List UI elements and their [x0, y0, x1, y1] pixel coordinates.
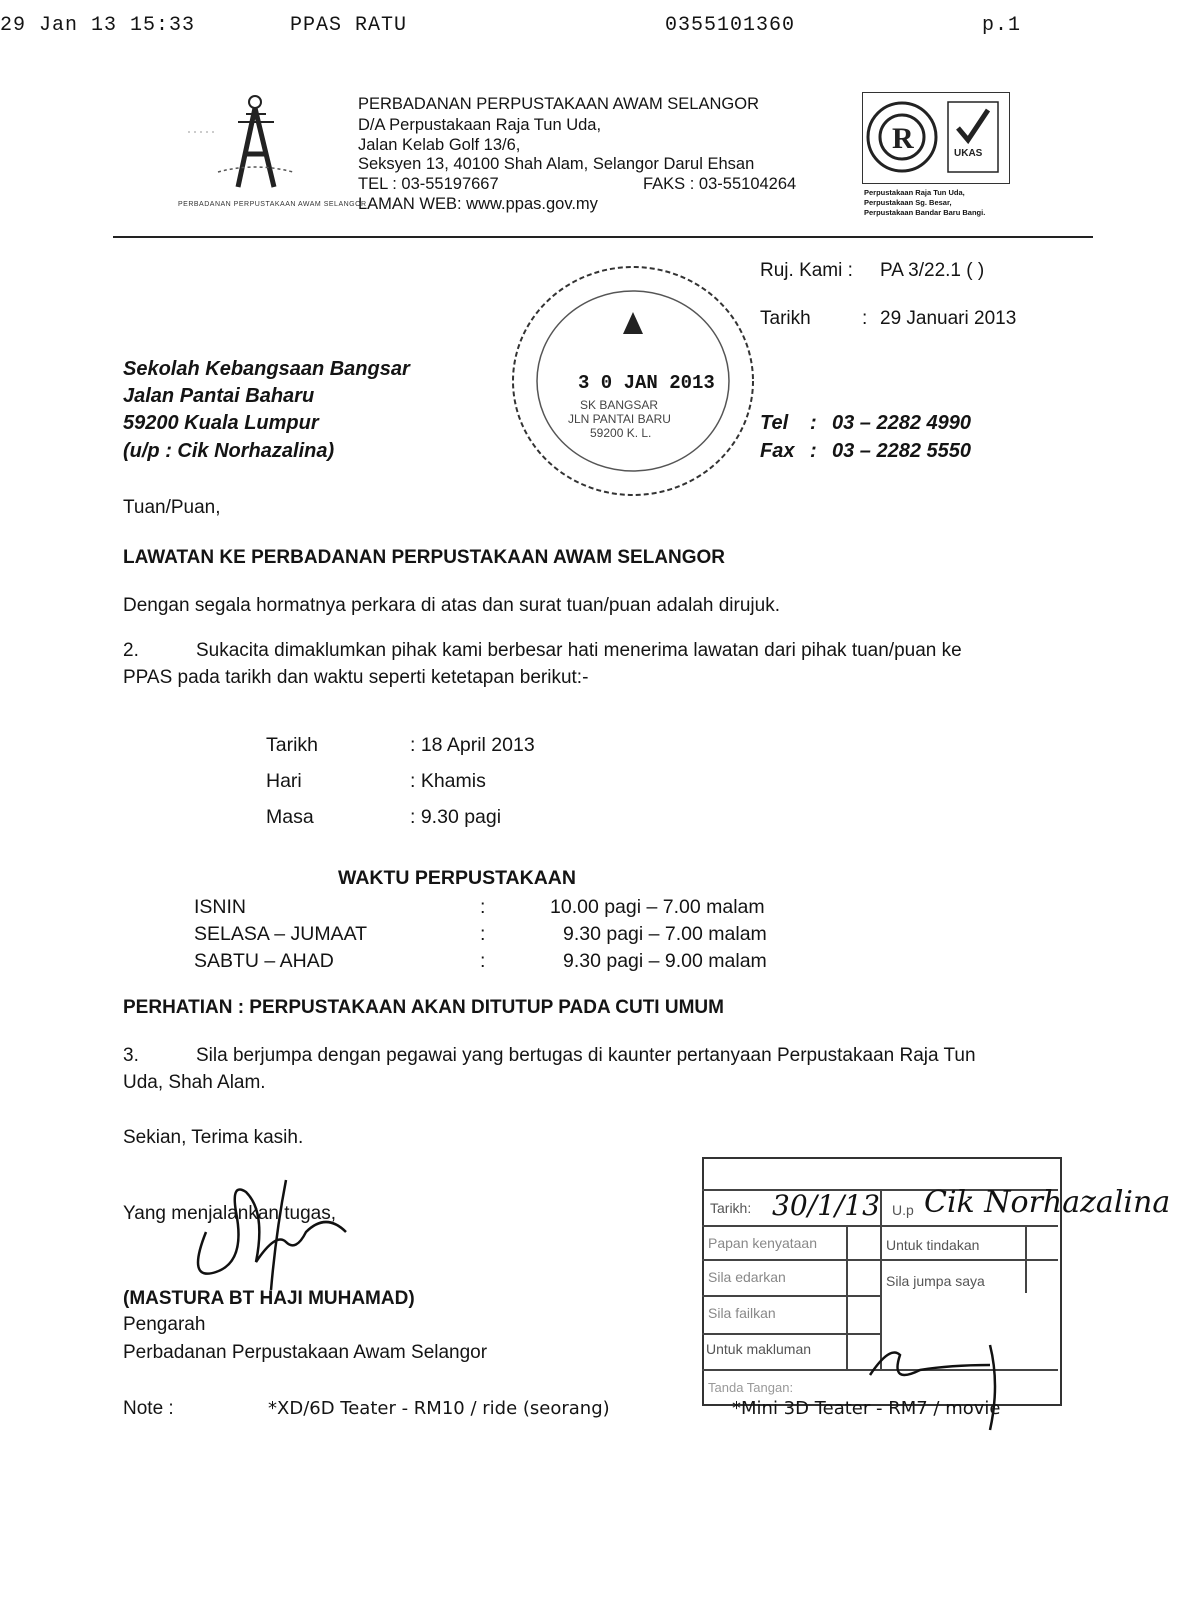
- fax-number: 0355101360: [665, 14, 796, 37]
- address-line-3: Seksyen 13, 40100 Shah Alam, Selangor Darul Ehsan: [358, 155, 755, 173]
- note-item-2: *Mini 3D Teater - RM7 / movie: [732, 1398, 1001, 1419]
- routing-up-label: U.p: [892, 1202, 914, 1218]
- address-line-2: Jalan Kelab Golf 13/6,: [358, 136, 521, 154]
- stamp-line-3: 59200 K. L.: [590, 426, 652, 440]
- date-colon: :: [862, 308, 868, 329]
- visit-time-value: : 9.30 pagi: [410, 806, 502, 828]
- yang-menjalankan-tugas: Yang menjalankan tugas,: [123, 1203, 337, 1224]
- closing: Sekian, Terima kasih.: [123, 1127, 304, 1148]
- director-signature: [176, 1172, 376, 1292]
- recipient-line-2: Jalan Pantai Baharu: [123, 385, 315, 407]
- recipient-fax-value: 03 – 2282 5550: [832, 440, 972, 462]
- cert-text-1: Perpustakaan Raja Tun Uda,: [864, 188, 965, 197]
- svg-text:UKAS: UKAS: [954, 148, 983, 159]
- signatory-org: Perbadanan Perpustakaan Awam Selangor: [123, 1342, 488, 1363]
- hours-title: WAKTU PERPUSTAKAAN: [338, 867, 576, 889]
- salutation: Tuan/Puan,: [123, 497, 221, 518]
- hours-day-2: SELASA – JUMAAT: [194, 923, 368, 945]
- visit-date-value: : 18 April 2013: [410, 734, 535, 756]
- certification-badges: [862, 92, 1012, 224]
- quality-mark-icon: [862, 92, 1008, 182]
- fax-datetime: 29 Jan 13 15:33: [0, 14, 196, 37]
- recipient-line-3: 59200 Kuala Lumpur: [123, 412, 319, 434]
- recipient-tel-colon: :: [810, 412, 817, 434]
- signatory-name: (MASTURA BT HAJI MUHAMAD): [123, 1288, 415, 1309]
- cert-text-3: Perpustakaan Bandar Baru Bangi.: [864, 208, 986, 217]
- ref-label: Ruj. Kami :: [760, 260, 853, 281]
- hours-sep-3: :: [480, 950, 486, 972]
- received-stamp: [508, 262, 758, 500]
- signatory-title: Pengarah: [123, 1314, 206, 1335]
- hours-sep-1: :: [480, 896, 486, 918]
- routing-row-3-left: Sila failkan: [708, 1305, 776, 1321]
- routing-row-1-right: Untuk tindakan: [886, 1237, 980, 1253]
- routing-stamp: [700, 1155, 1171, 1415]
- hours-time-1: 10.00 pagi – 7.00 malam: [550, 896, 765, 918]
- routing-date-label: Tarikh:: [710, 1200, 752, 1216]
- recipient-tel-value: 03 – 2282 4990: [832, 412, 972, 434]
- paragraph-2-number: 2.: [123, 640, 139, 661]
- note-label: Note :: [123, 1398, 174, 1419]
- routing-row-2-right: Sila jumpa saya: [886, 1273, 985, 1289]
- recipient-line-1: Sekolah Kebangsaan Bangsar: [123, 358, 410, 380]
- visit-time-label: Masa: [266, 806, 314, 828]
- routing-date-handwritten: 30/1/13: [772, 1189, 880, 1222]
- fax-page: p.1: [982, 14, 1022, 37]
- ref-label-text: Ruj. Kami: [760, 260, 843, 281]
- org-name: PERBADANAN PERPUSTAKAAN AWAM SELANGOR: [358, 95, 759, 113]
- ppas-logo: [178, 92, 367, 212]
- letterhead-web: LAMAN WEB: www.ppas.gov.my: [358, 195, 598, 213]
- hours-day-1: ISNIN: [194, 896, 247, 918]
- routing-row-5-left: Tanda Tangan:: [708, 1380, 794, 1395]
- stamp-date: 3 0 JAN 2013: [578, 372, 715, 394]
- ppas-logo-icon: [178, 92, 333, 192]
- routing-row-1-left: Papan kenyataan: [708, 1235, 817, 1251]
- paragraph-2-line-2: PPAS pada tarikh dan waktu seperti ketetapan berikut:-: [123, 667, 589, 688]
- svg-text:R: R: [892, 122, 914, 155]
- paragraph-3-line-1: Sila berjumpa dengan pegawai yang bertugas di kaunter pertanyaan Perpustakaan Raja Tun: [196, 1045, 976, 1066]
- paragraph-3-number: 3.: [123, 1045, 139, 1066]
- visit-day-label: Hari: [266, 770, 302, 792]
- hours-time-3: 9.30 pagi – 9.00 malam: [563, 950, 767, 972]
- date-value: 29 Januari 2013: [880, 308, 1017, 329]
- letter-subject: LAWATAN KE PERBADANAN PERPUSTAKAAN AWAM SELANGOR: [123, 547, 726, 568]
- recipient-tel-label: Tel: [760, 412, 789, 434]
- logo-caption: PERBADANAN PERPUSTAKAAN AWAM SELANGOR: [178, 201, 367, 208]
- fax-sender: PPAS RATU: [290, 14, 408, 37]
- cert-text-2: Perpustakaan Sg. Besar,: [864, 198, 952, 207]
- recipient-fax-label: Fax: [760, 440, 795, 462]
- routing-row-2-left: Sila edarkan: [708, 1269, 786, 1285]
- paragraph-1: Dengan segala hormatnya perkara di atas dan surat tuan/puan adalah dirujuk.: [123, 595, 780, 616]
- date-label: Tarikh: [760, 308, 811, 329]
- address-line-1: D/A Perpustakaan Raja Tun Uda,: [358, 116, 602, 134]
- stamp-line-1: SK BANGSAR: [580, 398, 659, 412]
- recipient-line-4: (u/p : Cik Norhazalina): [123, 440, 335, 462]
- letterhead-tel: TEL : 03-55197667: [358, 175, 499, 193]
- hours-sep-2: :: [480, 923, 486, 945]
- recipient-fax-colon: :: [810, 440, 817, 462]
- paragraph-2-line-1: Sukacita dimaklumkan pihak kami berbesar hati menerima lawatan dari pihak tuan/puan ke: [196, 640, 962, 661]
- note-item-1: *XD/6D Teater - RM10 / ride (seorang): [268, 1398, 610, 1419]
- routing-row-4-left: Untuk makluman: [706, 1341, 812, 1357]
- ref-value: PA 3/22.1 ( ): [880, 260, 985, 281]
- closure-notice: PERHATIAN : PERPUSTAKAAN AKAN DITUTUP PADA CUTI UMUM: [123, 997, 724, 1018]
- visit-date-label: Tarikh: [266, 734, 319, 756]
- routing-up-handwritten: Cik Norhazalina: [924, 1185, 1171, 1220]
- stamp-line-2: JLN PANTAI BARU: [568, 412, 671, 426]
- hours-time-2: 9.30 pagi – 7.00 malam: [563, 923, 767, 945]
- letterhead-faks: FAKS : 03-55104264: [643, 175, 797, 193]
- visit-day-value: : Khamis: [410, 770, 486, 792]
- letterhead-divider: [113, 236, 1093, 238]
- hours-day-3: SABTU – AHAD: [194, 950, 334, 972]
- paragraph-3-line-2: Uda, Shah Alam.: [123, 1072, 266, 1093]
